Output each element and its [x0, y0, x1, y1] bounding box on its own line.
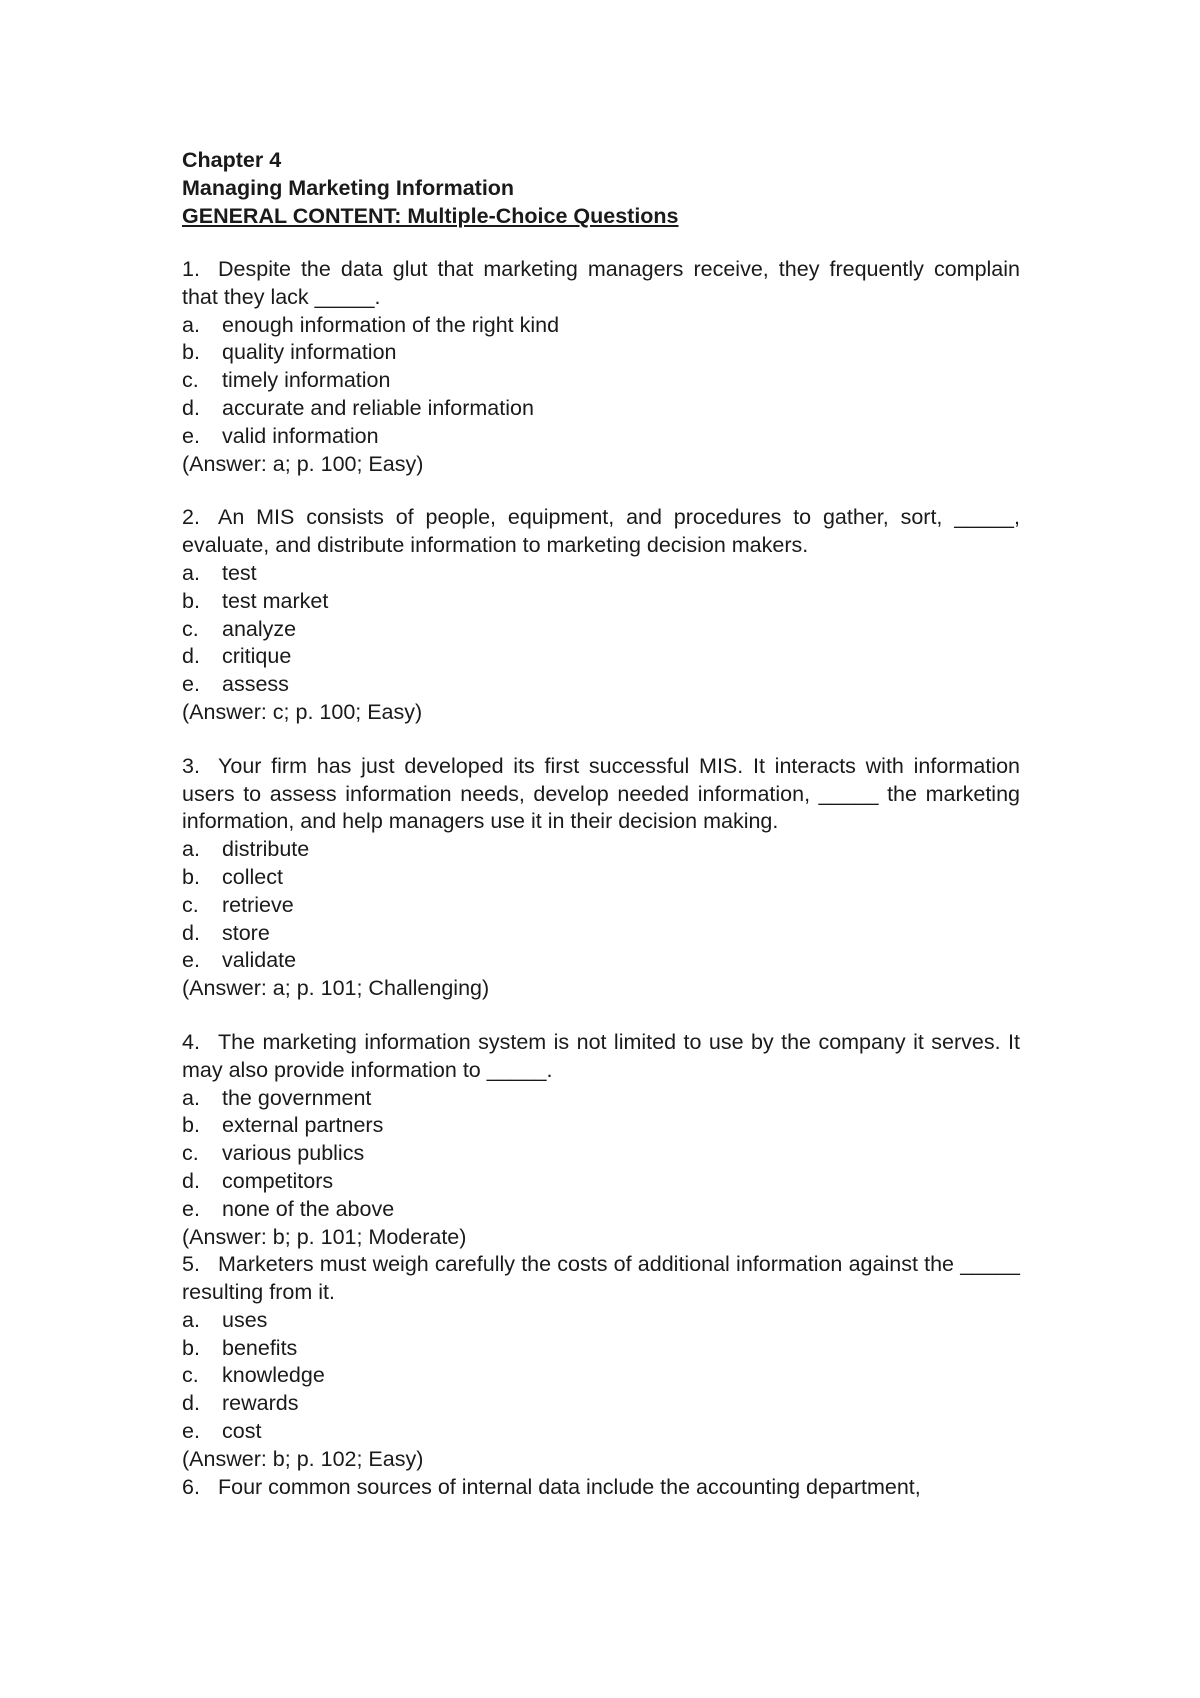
question-4: [182, 1029, 1020, 1251]
option-text: validate: [222, 948, 297, 973]
question-stem: [182, 1029, 1020, 1085]
option-letter: b.: [182, 864, 200, 889]
option-text: valid information: [222, 423, 379, 448]
chapter-title: Managing Marketing Information: [182, 176, 515, 200]
option-letter: e.: [182, 948, 200, 973]
option-text: rewards: [222, 1391, 299, 1416]
spacer: [182, 478, 1020, 504]
option-letter: d.: [182, 1168, 200, 1193]
option-letter: e.: [182, 1196, 200, 1221]
question-stem: [182, 753, 1020, 836]
option-d: [182, 643, 1020, 671]
option-text: distribute: [222, 837, 310, 862]
question-1: [182, 256, 1020, 478]
option-letter: a.: [182, 837, 200, 862]
answer-key: (Answer: b; p. 101; Moderate): [182, 1224, 467, 1249]
option-text: critique: [222, 644, 292, 669]
spacer: [182, 727, 1020, 753]
option-e: [182, 423, 1020, 451]
option-letter: e.: [182, 672, 200, 697]
option-a: [182, 560, 1020, 588]
option-text: enough information of the right kind: [222, 312, 560, 337]
option-c: [182, 616, 1020, 644]
option-c: [182, 892, 1020, 920]
question-number: 5.: [182, 1252, 200, 1277]
option-c: [182, 1140, 1020, 1168]
option-text: various publics: [222, 1141, 365, 1166]
question-stem: [182, 1251, 1020, 1307]
option-letter: a.: [182, 312, 200, 337]
question-text: An MIS consists of people, equipment, and procedures to gather, sort, _____, evaluate, and distribute information to marketing decision makers.: [182, 505, 1020, 558]
option-d: [182, 920, 1020, 948]
option-e: [182, 947, 1020, 975]
question-stem: [182, 256, 1020, 312]
option-text: collect: [222, 864, 283, 889]
option-letter: b.: [182, 588, 200, 613]
option-letter: c.: [182, 616, 199, 641]
spacer: [182, 1003, 1020, 1029]
option-letter: c.: [182, 1141, 199, 1166]
option-c: [182, 367, 1020, 395]
option-letter: d.: [182, 920, 200, 945]
option-text: uses: [222, 1307, 268, 1332]
option-e: [182, 1418, 1020, 1446]
question-stem: [182, 1474, 1020, 1502]
question-text: The marketing information system is not limited to use by the company it serves. It may also provide information to _____.: [182, 1029, 1020, 1082]
option-text: analyze: [222, 616, 297, 641]
question-number: 1.: [182, 257, 200, 281]
option-text: the government: [222, 1085, 372, 1110]
option-letter: c.: [182, 1363, 199, 1388]
option-a: [182, 312, 1020, 340]
option-c: [182, 1362, 1020, 1390]
option-e: [182, 671, 1020, 699]
option-letter: c.: [182, 368, 199, 393]
option-text: knowledge: [222, 1363, 325, 1388]
option-text: accurate and reliable information: [222, 395, 534, 420]
question-number: 2.: [182, 505, 200, 530]
question-6: [182, 1474, 1020, 1502]
option-letter: b.: [182, 1113, 200, 1138]
question-number: 4.: [182, 1029, 200, 1054]
option-b: [182, 1335, 1020, 1363]
option-letter: b.: [182, 1335, 200, 1360]
option-b: [182, 864, 1020, 892]
option-text: external partners: [222, 1113, 384, 1138]
option-a: [182, 1307, 1020, 1335]
option-text: benefits: [222, 1335, 298, 1360]
option-text: test: [222, 560, 257, 585]
heading-block: [182, 146, 1020, 230]
option-letter: e.: [182, 1419, 200, 1444]
option-a: [182, 1085, 1020, 1113]
option-letter: d.: [182, 1391, 200, 1416]
option-a: [182, 836, 1020, 864]
option-letter: e.: [182, 423, 200, 448]
option-letter: d.: [182, 644, 200, 669]
answer-key: (Answer: a; p. 100; Easy): [182, 451, 424, 476]
answer-key: (Answer: b; p. 102; Easy): [182, 1446, 424, 1471]
question-5: [182, 1251, 1020, 1473]
option-b: [182, 339, 1020, 367]
option-letter: d.: [182, 395, 200, 420]
option-text: test market: [222, 588, 329, 613]
option-letter: b.: [182, 340, 200, 365]
question-stem: [182, 504, 1020, 560]
question-number: 3.: [182, 753, 200, 778]
option-d: [182, 1168, 1020, 1196]
question-3: [182, 753, 1020, 1003]
question-2: [182, 504, 1020, 726]
question-text: Marketers must weigh carefully the costs of additional information against the _____ resulting from it.: [182, 1252, 1020, 1305]
option-b: [182, 588, 1020, 616]
option-d: [182, 395, 1020, 423]
option-text: cost: [222, 1419, 262, 1444]
option-text: competitors: [222, 1168, 334, 1193]
option-text: assess: [222, 672, 289, 697]
option-text: none of the above: [222, 1196, 395, 1221]
question-text: Despite the data glut that marketing managers receive, they frequently complain that they lack _____.: [182, 257, 1020, 309]
answer-key: (Answer: a; p. 101; Challenging): [182, 976, 490, 1001]
option-letter: a.: [182, 560, 200, 585]
option-text: retrieve: [222, 892, 294, 917]
document-page: [182, 146, 1020, 1501]
answer-key: (Answer: c; p. 100; Easy): [182, 699, 423, 724]
option-b: [182, 1112, 1020, 1140]
option-e: [182, 1196, 1020, 1224]
question-number: 6.: [182, 1474, 200, 1499]
option-letter: a.: [182, 1307, 200, 1332]
question-text: Four common sources of internal data include the accounting department,: [218, 1474, 921, 1499]
option-letter: a.: [182, 1085, 200, 1110]
option-letter: c.: [182, 892, 199, 917]
option-text: store: [222, 920, 270, 945]
question-text: Your firm has just developed its first successful MIS. It interacts with information users to assess information needs, develop needed information, _____ the marketing information, and help managers use it in their decision making.: [182, 753, 1020, 834]
option-text: quality information: [222, 340, 397, 365]
chapter-label: Chapter 4: [182, 148, 282, 172]
option-text: timely information: [222, 368, 391, 393]
option-d: [182, 1390, 1020, 1418]
section-title: GENERAL CONTENT: Multiple-Choice Questions: [182, 204, 679, 228]
